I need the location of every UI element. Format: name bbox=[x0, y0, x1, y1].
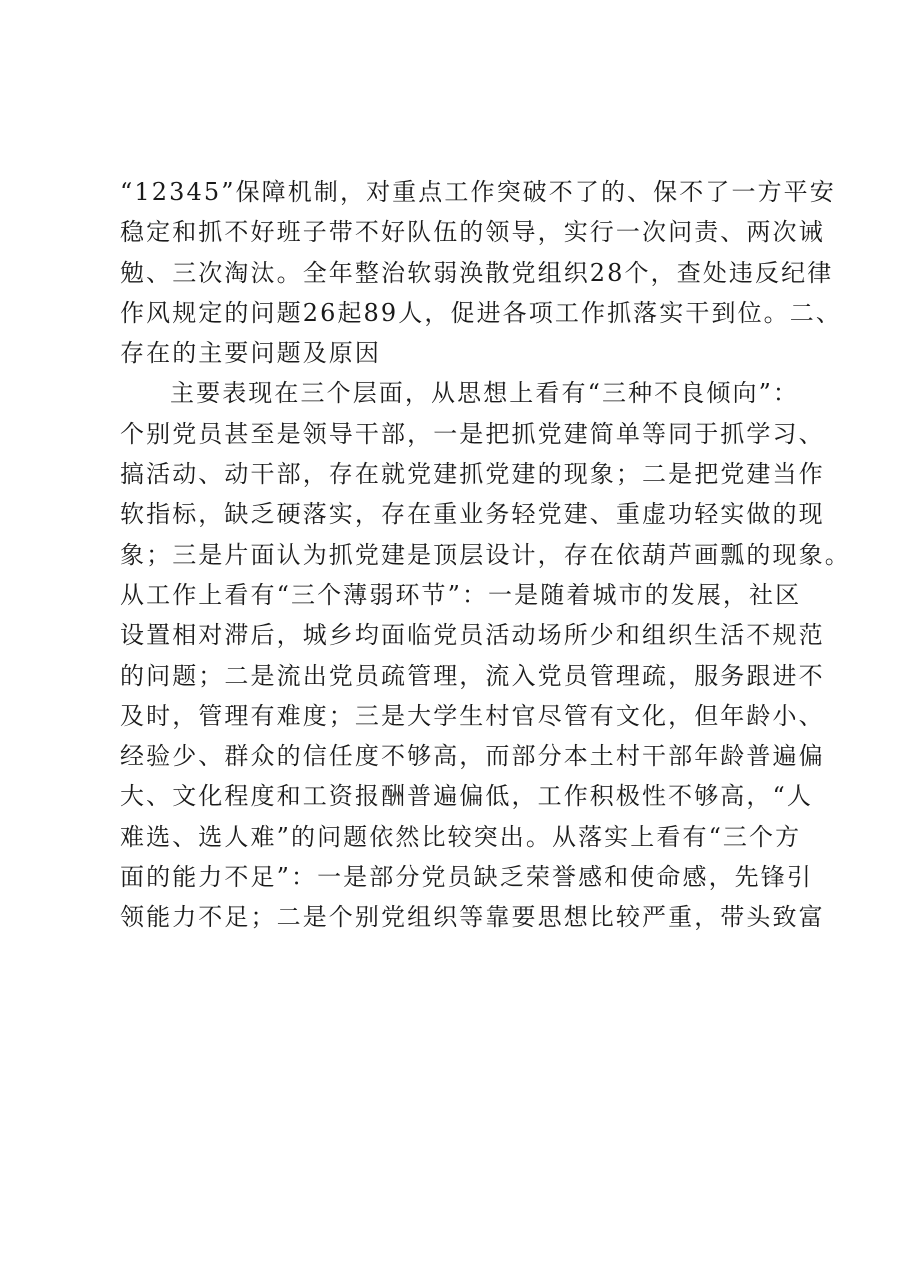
text-line: 个别党员甚至是领导干部，一是把抓党建简单等同于抓学习、 bbox=[120, 419, 825, 448]
text-line: 难选、选人难”的问题依然比较突出。从落实上看有“三个方 bbox=[120, 822, 802, 851]
text-line: 从工作上看有“三个薄弱环节”：一是随着城市的发展，社区 bbox=[120, 580, 802, 609]
text-line: 大、文化程度和工资报酬普遍偏低，工作积极性不够高，“人 bbox=[120, 782, 813, 811]
paragraph-first-line: 主要表现在三个层面，从思想上看有“三种不良倾向”： bbox=[170, 379, 800, 408]
text-line: 的问题；二是流出党员疏管理，流入党员管理疏，服务跟进不 bbox=[120, 661, 825, 690]
text-line: 搞活动、动干部，存在就党建抓党建的现象；二是把党建当作 bbox=[120, 460, 825, 489]
text-line: 及时，管理有难度；三是大学生村官尽管有文化，但年龄小、 bbox=[120, 701, 825, 730]
section-heading: 存在的主要问题及原因 bbox=[120, 339, 381, 368]
text-line: 作风规定的问题26起89人，促进各项工作抓落实干到位。二、 bbox=[120, 298, 842, 327]
text-line: 经验少、群众的信任度不够高，而部分本土村干部年龄普遍偏 bbox=[120, 742, 825, 771]
document-body bbox=[120, 172, 851, 938]
text-line: 象；三是片面认为抓党建是顶层设计，存在依葫芦画瓢的现象。 bbox=[120, 540, 851, 569]
text-line: 设置相对滞后，城乡均面临党员活动场所少和组织生活不规范 bbox=[120, 621, 825, 650]
text-line: 软指标，缺乏硬落实，存在重业务轻党建、重虚功轻实做的现 bbox=[120, 500, 825, 529]
text-line: 勉、三次淘汰。全年整治软弱涣散党组织28个，查处违反纪律 bbox=[120, 258, 834, 287]
text-line: “12345”保障机制，对重点工作突破不了的、保不了一方平安 bbox=[120, 178, 836, 206]
text-line: 领能力不足；二是个别党组织等靠要思想比较严重，带头致富 bbox=[120, 903, 825, 932]
text-line: 面的能力不足”：一是部分党员缺乏荣誉感和使命感，先锋引 bbox=[120, 863, 813, 892]
text-line: 稳定和抓不好班子带不好队伍的领导，实行一次问责、两次诫 bbox=[120, 218, 825, 247]
